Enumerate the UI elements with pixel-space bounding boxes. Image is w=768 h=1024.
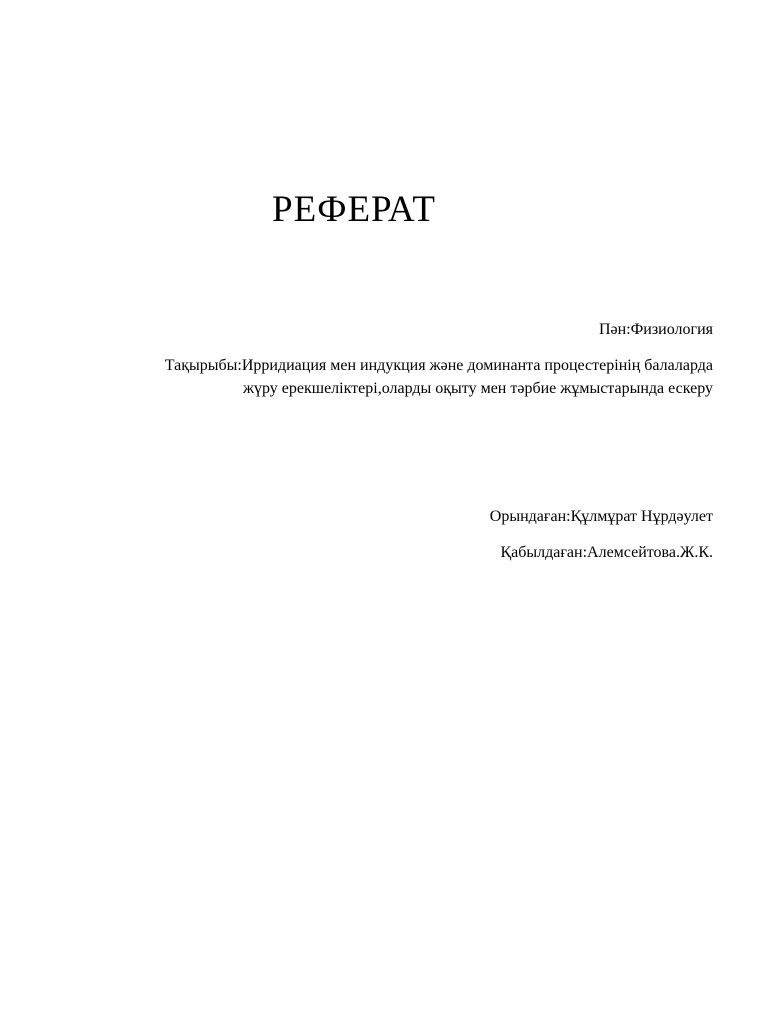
performed-by-line: Орындаған:Құлмұрат Нұрдәулет xyxy=(489,508,713,525)
topic-line-2: жүру ерекшеліктері,оларды оқыту мен тәрбие жұмыстарында ескеру xyxy=(242,380,713,397)
topic-line-1: Тақырыбы:Ирридиация мен индукция және доминанта процестерінің балаларда xyxy=(164,357,713,374)
subject-line: Пән:Физиология xyxy=(598,321,713,338)
topic-block xyxy=(90,354,713,400)
document-title: РЕФЕРАТ xyxy=(272,189,436,230)
accepted-by-line: Қабылдаған:Алемсейтова.Ж.К. xyxy=(500,544,713,561)
